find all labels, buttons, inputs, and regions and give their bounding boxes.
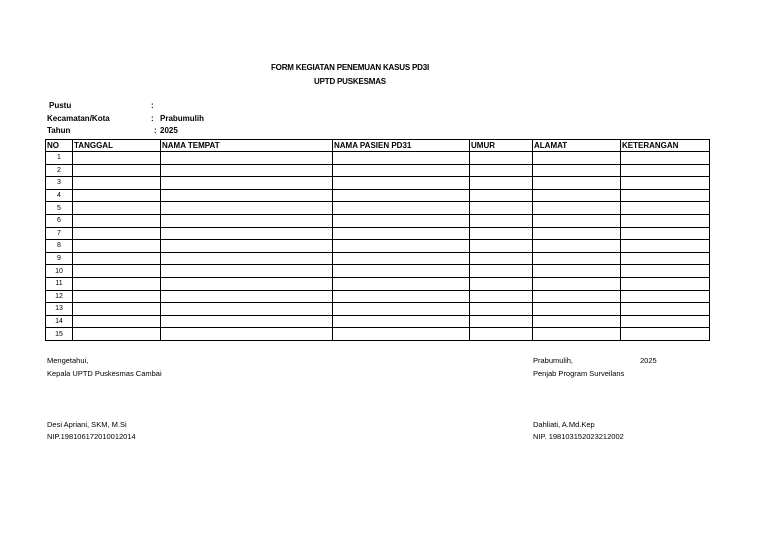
col-header-nama-tempat: NAMA TEMPAT bbox=[161, 140, 333, 152]
table-header-row bbox=[46, 140, 710, 152]
table-cell bbox=[333, 240, 470, 253]
table-cell bbox=[333, 315, 470, 328]
table-row bbox=[46, 227, 710, 240]
table-cell bbox=[161, 189, 333, 202]
row-number: 15 bbox=[46, 328, 73, 341]
row-number: 11 bbox=[46, 277, 73, 290]
table-cell bbox=[533, 152, 621, 165]
table-cell bbox=[333, 252, 470, 265]
table-cell bbox=[333, 265, 470, 278]
table-cell bbox=[533, 214, 621, 227]
table-cell bbox=[533, 315, 621, 328]
table-cell bbox=[621, 265, 710, 278]
table-cell bbox=[73, 227, 161, 240]
row-number: 8 bbox=[46, 240, 73, 253]
table-cell bbox=[533, 277, 621, 290]
table-cell bbox=[161, 164, 333, 177]
table-cell bbox=[161, 152, 333, 165]
table-cell bbox=[470, 177, 533, 190]
footer-mengetahui: Mengetahui, bbox=[47, 356, 89, 365]
table-cell bbox=[621, 177, 710, 190]
footer-kepala-nip: NIP.198106172010012014 bbox=[47, 432, 136, 441]
table-cell bbox=[333, 202, 470, 215]
table-cell bbox=[533, 177, 621, 190]
table-cell bbox=[73, 152, 161, 165]
table-cell bbox=[333, 290, 470, 303]
col-header-umur: UMUR bbox=[470, 140, 533, 152]
row-number: 3 bbox=[46, 177, 73, 190]
table-cell bbox=[73, 189, 161, 202]
footer-kepala-title: Kepala UPTD Puskesmas Cambai bbox=[47, 369, 162, 378]
table-row bbox=[46, 303, 710, 316]
footer-year: 2025 bbox=[640, 356, 657, 365]
table-row bbox=[46, 189, 710, 202]
table-cell bbox=[161, 303, 333, 316]
col-header-nama-pasien: NAMA PASIEN PD31 bbox=[333, 140, 470, 152]
table-row bbox=[46, 152, 710, 165]
row-number: 4 bbox=[46, 189, 73, 202]
table-cell bbox=[73, 177, 161, 190]
table-cell bbox=[161, 202, 333, 215]
table-cell bbox=[161, 290, 333, 303]
table-cell bbox=[73, 265, 161, 278]
table-cell bbox=[470, 240, 533, 253]
footer-kepala-name: Desi Apriani, SKM, M.Si bbox=[47, 420, 127, 429]
meta-label-kecamatan: Kecamatan/Kota bbox=[47, 114, 110, 123]
table-row bbox=[46, 214, 710, 227]
table-cell bbox=[533, 240, 621, 253]
table-cell bbox=[533, 265, 621, 278]
form-title: FORM KEGIATAN PENEMUAN KASUS PD3I bbox=[270, 63, 429, 72]
meta-label-pustu: Pustu bbox=[49, 101, 72, 110]
case-table bbox=[45, 139, 710, 341]
table-cell bbox=[333, 214, 470, 227]
table-cell bbox=[161, 315, 333, 328]
table-cell bbox=[621, 189, 710, 202]
table-cell bbox=[161, 252, 333, 265]
row-number: 9 bbox=[46, 252, 73, 265]
meta-value-tahun: 2025 bbox=[160, 126, 178, 135]
table-cell bbox=[333, 177, 470, 190]
table-cell bbox=[73, 315, 161, 328]
table-cell bbox=[533, 290, 621, 303]
table-cell bbox=[470, 189, 533, 202]
table-cell bbox=[470, 315, 533, 328]
table-cell bbox=[73, 290, 161, 303]
table-cell bbox=[533, 252, 621, 265]
row-number: 10 bbox=[46, 265, 73, 278]
table-cell bbox=[73, 240, 161, 253]
table-cell bbox=[533, 189, 621, 202]
col-header-tanggal: TANGGAL bbox=[73, 140, 161, 152]
table-cell bbox=[333, 328, 470, 341]
col-header-no: NO bbox=[46, 140, 73, 152]
table-cell bbox=[621, 240, 710, 253]
table-cell bbox=[161, 177, 333, 190]
footer-penjab-nip: NIP. 198103152023212002 bbox=[533, 432, 624, 441]
table-cell bbox=[621, 202, 710, 215]
table-row bbox=[46, 277, 710, 290]
table-cell bbox=[161, 214, 333, 227]
row-number: 13 bbox=[46, 303, 73, 316]
table-cell bbox=[470, 164, 533, 177]
table-row bbox=[46, 240, 710, 253]
table-cell bbox=[621, 252, 710, 265]
table-cell bbox=[470, 290, 533, 303]
table-cell bbox=[161, 227, 333, 240]
table-cell bbox=[161, 265, 333, 278]
table-cell bbox=[73, 164, 161, 177]
row-number: 5 bbox=[46, 202, 73, 215]
table-row bbox=[46, 164, 710, 177]
table-row bbox=[46, 315, 710, 328]
table-row bbox=[46, 202, 710, 215]
table-cell bbox=[73, 303, 161, 316]
table-cell bbox=[161, 240, 333, 253]
table-cell bbox=[470, 214, 533, 227]
meta-colon-pustu: : bbox=[151, 101, 154, 110]
table-cell bbox=[73, 252, 161, 265]
footer-city: Prabumulih, bbox=[533, 356, 574, 365]
table-cell bbox=[533, 303, 621, 316]
table-cell bbox=[621, 290, 710, 303]
row-number: 2 bbox=[46, 164, 73, 177]
meta-colon-kecamatan: : bbox=[151, 114, 154, 123]
table-cell bbox=[333, 303, 470, 316]
table-cell bbox=[470, 303, 533, 316]
row-number: 6 bbox=[46, 214, 73, 227]
table-cell bbox=[73, 214, 161, 227]
form-subtitle: UPTD PUSKESMAS bbox=[314, 77, 386, 86]
table-cell bbox=[470, 152, 533, 165]
table-cell bbox=[73, 277, 161, 290]
row-number: 14 bbox=[46, 315, 73, 328]
table-cell bbox=[533, 227, 621, 240]
table-cell bbox=[621, 152, 710, 165]
footer-penjab-title: Penjab Program Surveilans bbox=[533, 369, 625, 378]
table-cell bbox=[621, 214, 710, 227]
table-cell bbox=[621, 328, 710, 341]
table-cell bbox=[621, 277, 710, 290]
col-header-keterangan: KETERANGAN bbox=[621, 140, 710, 152]
row-number: 7 bbox=[46, 227, 73, 240]
table-cell bbox=[470, 277, 533, 290]
table-cell bbox=[470, 328, 533, 341]
table-cell bbox=[333, 277, 470, 290]
table-row bbox=[46, 252, 710, 265]
table-cell bbox=[73, 202, 161, 215]
table-cell bbox=[621, 164, 710, 177]
table-cell bbox=[533, 202, 621, 215]
meta-colon-tahun: : bbox=[154, 126, 157, 135]
footer-penjab-name: Dahliati, A.Md.Kep bbox=[533, 420, 595, 429]
table-cell bbox=[470, 227, 533, 240]
row-number: 12 bbox=[46, 290, 73, 303]
table-row bbox=[46, 328, 710, 341]
meta-label-tahun: Tahun bbox=[47, 126, 71, 135]
table-row bbox=[46, 290, 710, 303]
table-cell bbox=[621, 315, 710, 328]
col-header-alamat: ALAMAT bbox=[533, 140, 621, 152]
table-cell bbox=[470, 252, 533, 265]
table-row bbox=[46, 177, 710, 190]
table-cell bbox=[621, 227, 710, 240]
row-number: 1 bbox=[46, 152, 73, 165]
table-cell bbox=[533, 328, 621, 341]
table-row bbox=[46, 265, 710, 278]
table-cell bbox=[333, 227, 470, 240]
table-cell bbox=[333, 164, 470, 177]
table-cell bbox=[161, 328, 333, 341]
table-cell bbox=[73, 328, 161, 341]
meta-value-kecamatan: Prabumulih bbox=[160, 114, 205, 123]
table-cell bbox=[533, 164, 621, 177]
table-cell bbox=[333, 189, 470, 202]
table-cell bbox=[333, 152, 470, 165]
table-cell bbox=[621, 303, 710, 316]
table-cell bbox=[161, 277, 333, 290]
table-cell bbox=[470, 202, 533, 215]
table-cell bbox=[470, 265, 533, 278]
